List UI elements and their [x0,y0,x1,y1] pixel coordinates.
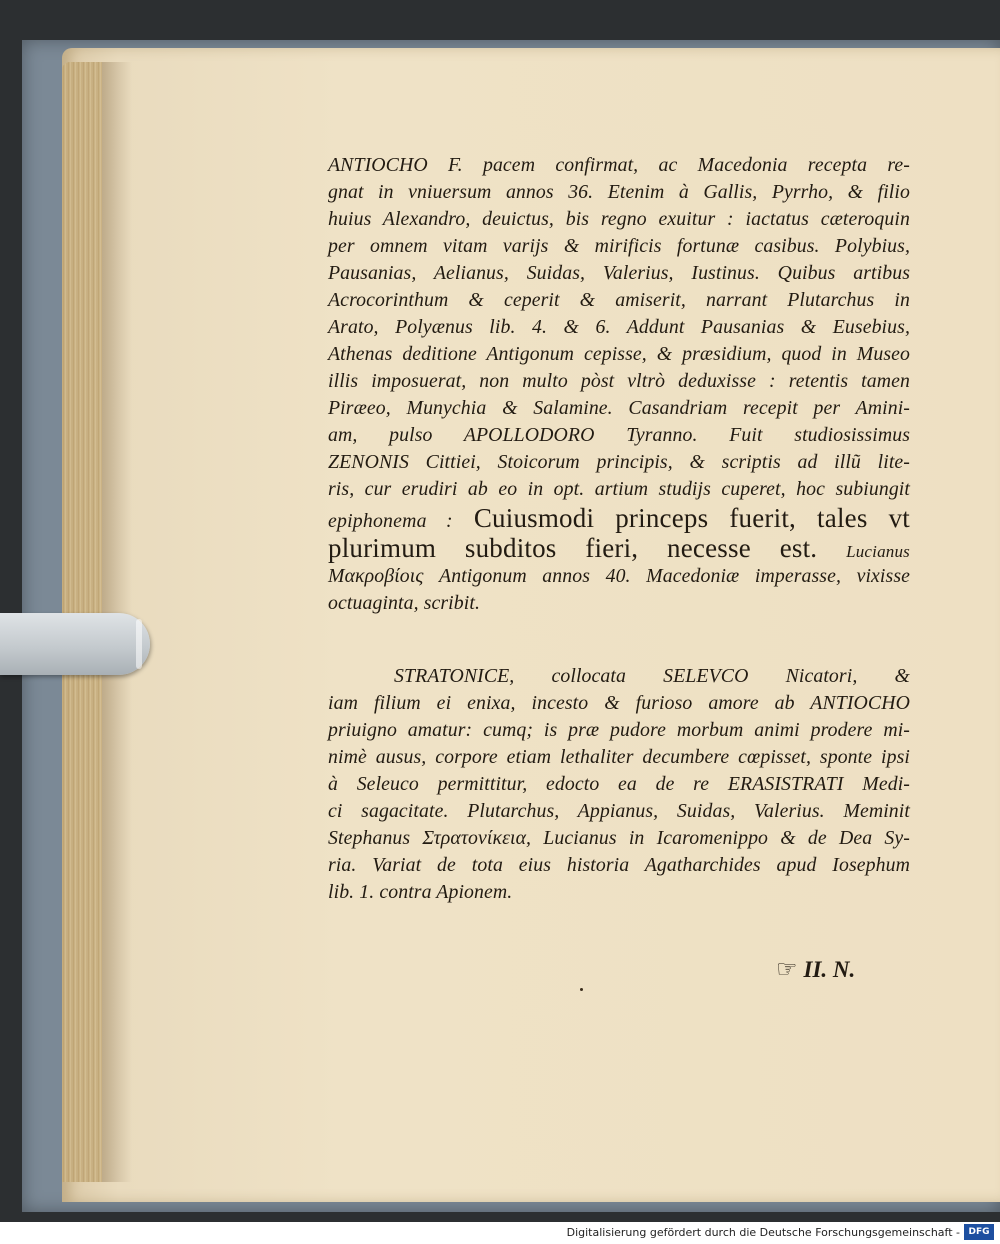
text-line: Athenas deditione Antigonum cepisse, & præsidium, quod in Museo [328,343,910,365]
text-line: illis imposuerat, non multo pòst vltrò deduxisse : retentis tamen [328,370,910,392]
maxim-part-2: plurimum subditos fieri, necesse est. [328,533,818,563]
epiphonema-label: epiphonema : [328,510,453,532]
text-line: ANTIOCHO F. pacem confirmat, ac Macedonia recepta re- [328,154,910,176]
paragraph-stratonice [328,663,910,906]
catchword [776,955,916,987]
text-line: à Seleuco permittitur, edocto ea de re ERASISTRATI Medi- [328,773,910,795]
text-line: iam filium ei enixa, incesto & furioso amore ab ANTIOCHO [328,692,910,714]
text-line: Pausanias, Aelianus, Suidas, Valerius, Iustinus. Quibus artibus [328,262,910,284]
maxim-line [328,533,910,563]
text-line: ris, cur erudiri ab eo in opt. artium studijs cuperet, hoc subiungit [328,478,910,500]
text-line: ria. Variat de tota eius historia Agatharchides apud Iosephum [328,854,910,876]
ink-speck [580,988,583,991]
text-line: Μακροβίοις Antigonum annos 40. Macedoniæ imperasse, vixisse [328,565,910,587]
maxim-part-1: Cuiusmodi princeps fuerit, tales vt [473,503,911,533]
text-line: ci sagacitate. Plutarchus, Appianus, Suidas, Valerius. Meminit [328,800,910,822]
text-line: am, pulso APOLLODORO Tyranno. Fuit studiosissimus [328,424,910,446]
pointing-hand-icon: ☞ [776,957,798,983]
main-text [328,152,910,906]
text-line: Stephanus Στρατονίκεια, Lucianus in Icaromenippo & de Dea Sy- [328,827,910,849]
paragraph-gap [328,617,910,663]
text-line: Piræeo, Munychia & Salamine. Casandriam recepit per Amini- [328,397,910,419]
text-line: octuaginta, scribit. [328,592,481,614]
text-line: Acrocorinthum & ceperit & amiserit, narrant Plutarchus in [328,289,910,311]
text-line: nimè ausus, corpore etiam lethaliter decumbere cœpisset, sponte ipsi [328,746,910,768]
footer-credit: Digitalisierung gefördert durch die Deutsche Forschungsgemeinschaft - [566,1226,960,1239]
epiphonema-line [328,503,910,533]
text-line: lib. 1. contra Apionem. [328,881,513,903]
lucianus-ref: Lucianus [846,542,911,561]
paragraph-antigonus [328,152,910,617]
text-line: STRATONICE, collocata SELEVCO Nicatori, & [394,665,910,687]
text-line: huius Alexandro, deuictus, bis regno exuitur : iactatus cæteroquin [328,208,910,230]
text-line: priuigno amatur: cumq; is præ pudore morbum animi prodere mi- [328,719,910,741]
text-line: Arato, Polyænus lib. 4. & 6. Addunt Pausanias & Eusebius, [328,316,910,338]
page-holder-clip [0,613,150,675]
text-line: per omnem vitam varijs & mirificis fortunæ casibus. Polybius, [328,235,910,257]
footer-bar [0,1222,1000,1244]
dfg-logo: DFG [964,1224,994,1240]
text-line: gnat in vniuersum annos 36. Etenim à Gallis, Pyrrho, & filio [328,181,910,203]
text-line: ZENONIS Cittiei, Stoicorum principis, & scriptis ad illũ lite- [328,451,910,473]
catchword-signature: II. N. [803,957,856,982]
